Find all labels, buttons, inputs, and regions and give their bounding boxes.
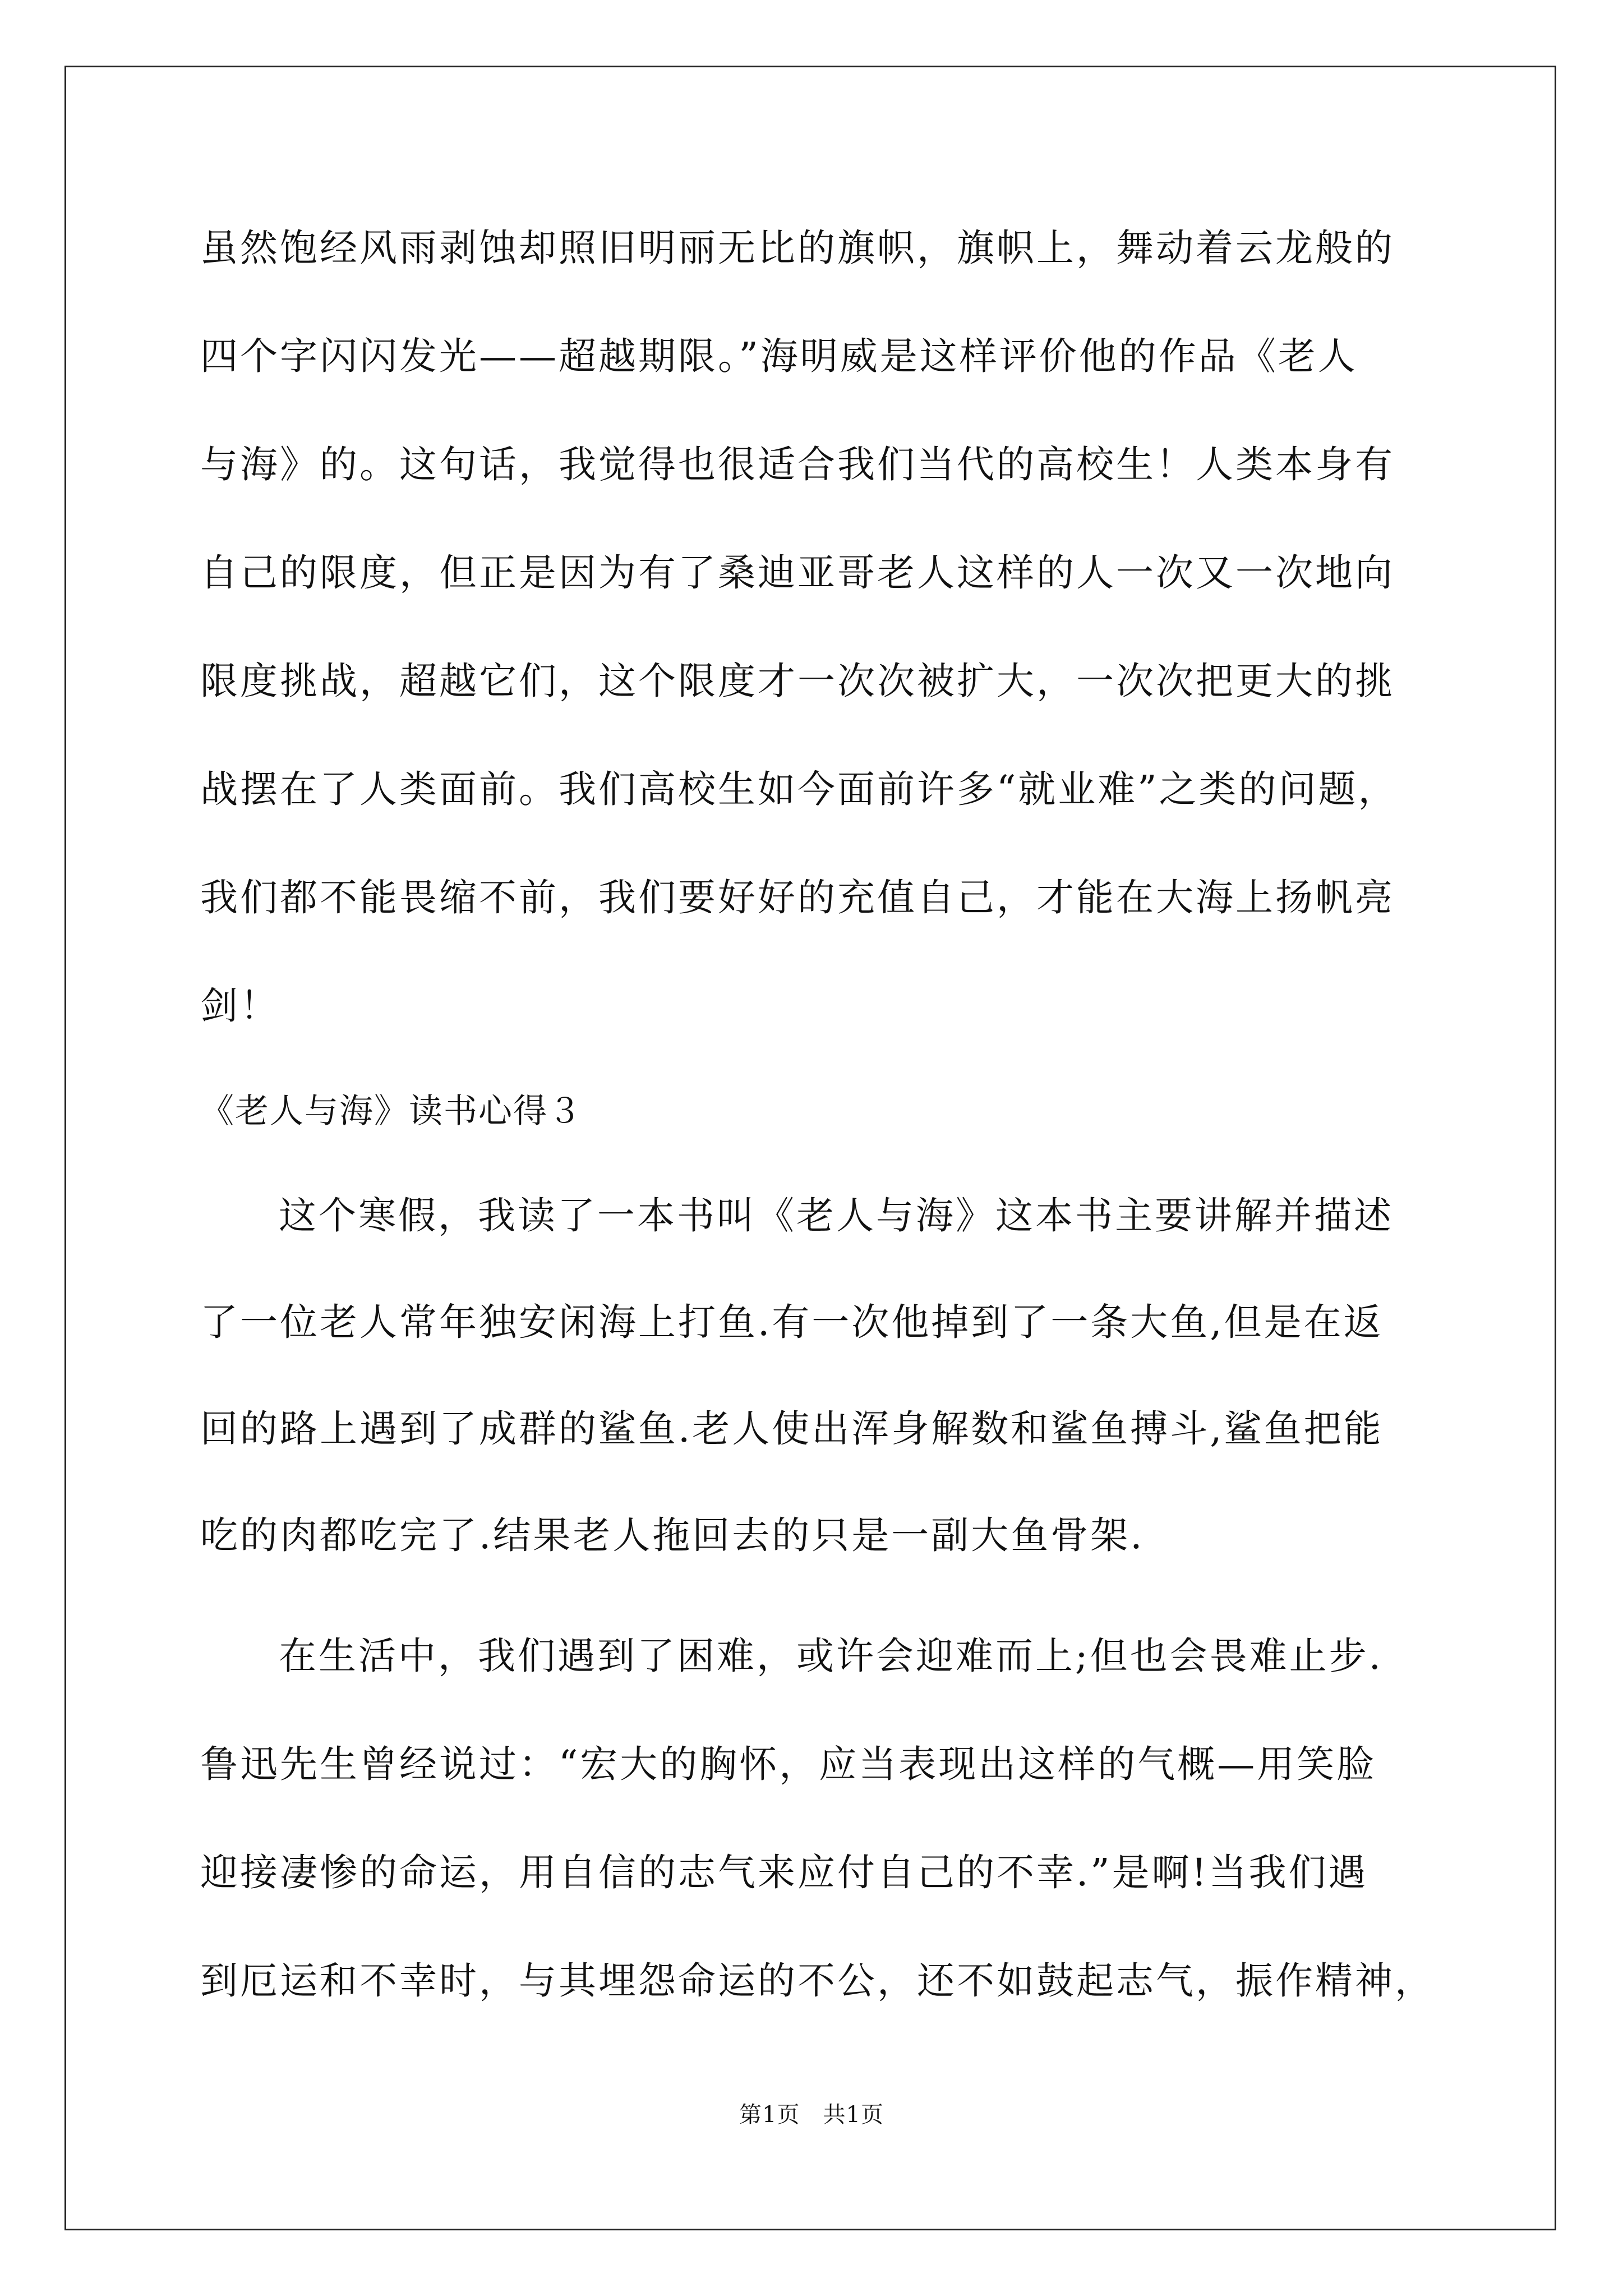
page-footer: 第1页 共1页 <box>739 2102 884 2128</box>
text-line: 到厄运和不幸时，与其埋怨命运的不公，还不如鼓起志气，振作精神， <box>200 1959 1435 2003</box>
text-line: 四个字闪闪发光——超越期限。”海明威是这样评价他的作品《老人 <box>200 334 1358 378</box>
text-line: 这个寒假，我读了一本书叫《老人与海》这本书主要讲解并描述 <box>279 1194 1394 1237</box>
text-line: 自己的限度，但正是因为有了桑迪亚哥老人这样的人一次又一次地向 <box>200 551 1395 595</box>
text-line: 鲁迅先生曾经说过：“宏大的胸怀，应当表现出这样的气概—用笑脸 <box>200 1742 1377 1786</box>
text-line: 我们都不能畏缩不前，我们要好好的充值自己，才能在大海上扬帆亮 <box>200 876 1395 919</box>
text-line: 虽然饱经风雨剥蚀却照旧明丽无比的旗帜，旗帜上，舞动着云龙般的 <box>200 226 1395 270</box>
text-line: 在生活中，我们遇到了困难，或许会迎难而上;但也会畏难止步. <box>279 1634 1383 1678</box>
text-line: 战摆在了人类面前。我们高校生如今面前许多“就业难”之类的问题， <box>200 767 1398 811</box>
page-border <box>64 66 1556 2230</box>
text-line: 了一位老人常年独安闲海上打鱼.有一次他掉到了一条大鱼,但是在返 <box>200 1300 1384 1344</box>
text-line: 限度挑战，超越它们，这个限度才一次次被扩大，一次次把更大的挑 <box>200 659 1395 703</box>
text-line: 回的路上遇到了成群的鲨鱼.老人使出浑身解数和鲨鱼搏斗,鲨鱼把能 <box>200 1407 1384 1451</box>
text-line: 与海》的。这句话，我觉得也很适合我们当代的高校生！人类本身有 <box>200 443 1395 486</box>
text-line: 吃的肉都吃完了.结果老人拖回去的只是一副大鱼骨架. <box>200 1513 1145 1557</box>
text-line: 剑！ <box>200 984 280 1028</box>
section-heading: 《老人与海》读书心得３ <box>200 1092 583 1131</box>
text-line: 迎接凄惨的命运，用自信的志气来应付自己的不幸.”是啊!当我们遇 <box>200 1851 1368 1894</box>
